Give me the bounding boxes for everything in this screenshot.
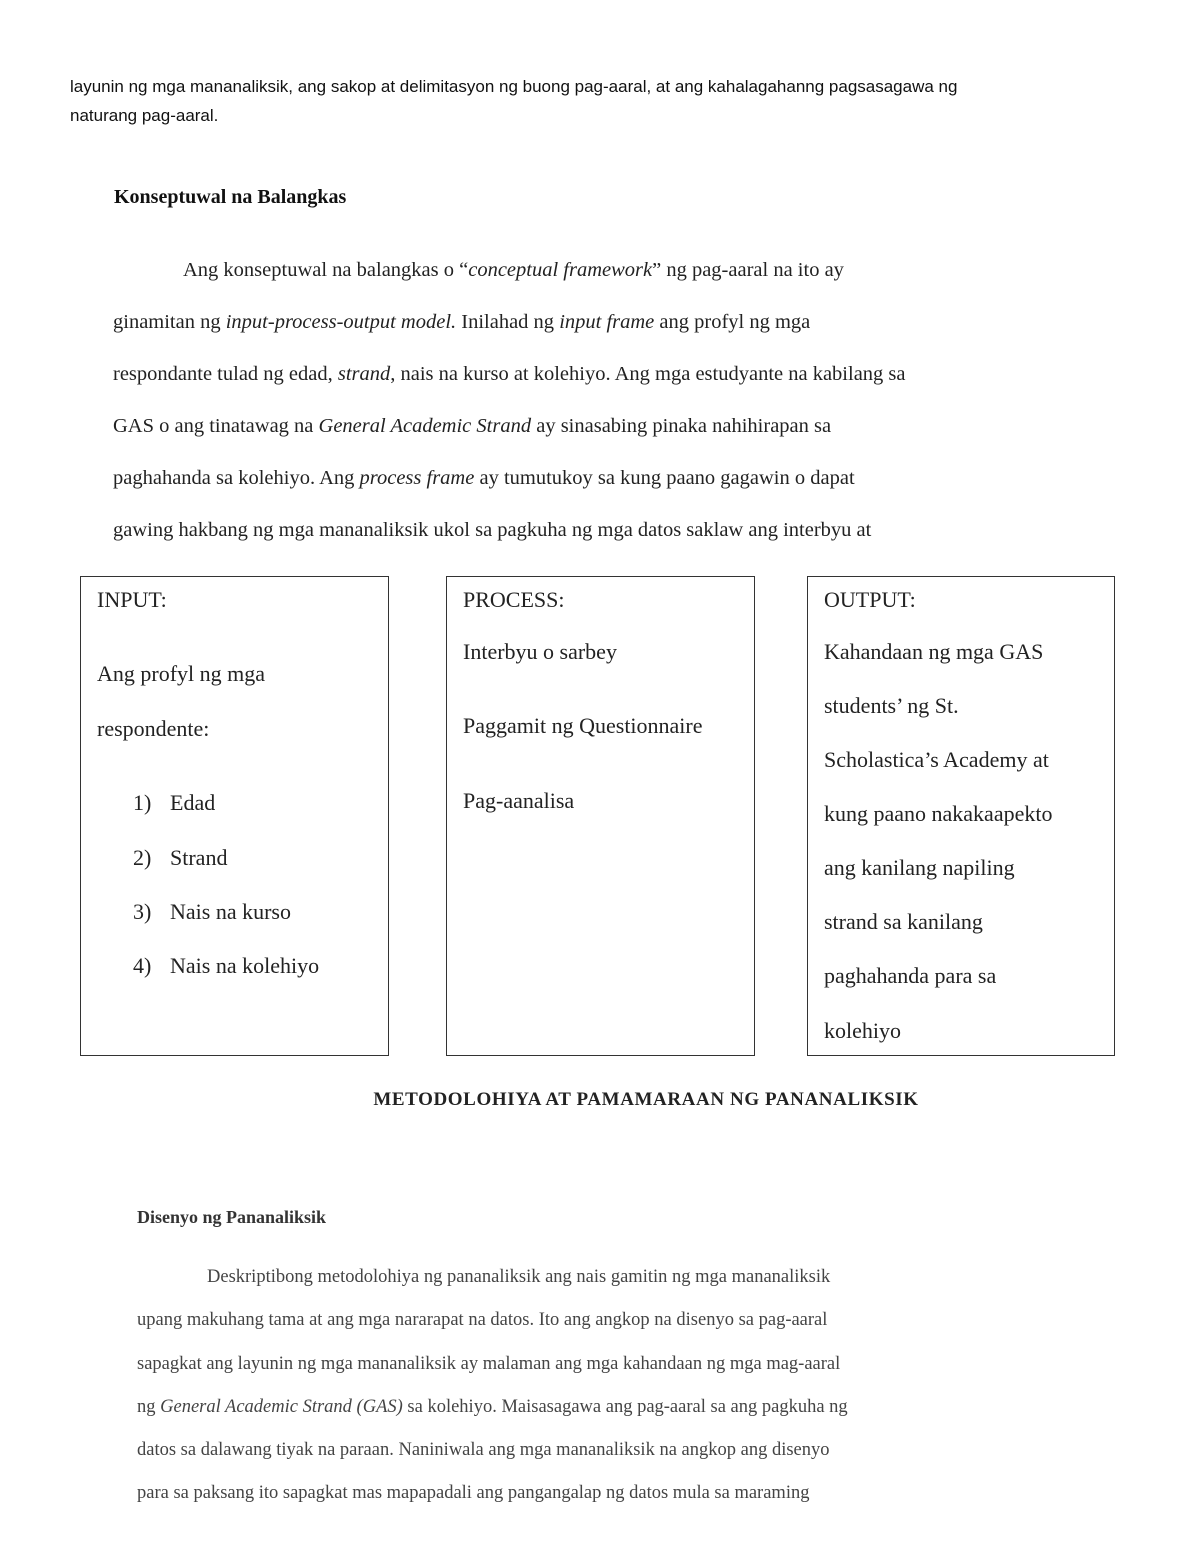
output-text-line: strand sa kanilang xyxy=(824,909,983,934)
paragraph-line: naturang pag-aaral. xyxy=(70,106,219,125)
paragraph-line: gawing hakbang ng mga mananaliksik ukol sa pagkuha ng mga datos saklaw ang interbyu at xyxy=(113,519,872,541)
paragraph-line: para sa paksang ito sapagkat mas mapapadali ang pangangalap ng datos mula sa maraming xyxy=(137,1483,810,1504)
list-number: 3) xyxy=(133,899,152,924)
section-heading-konseptuwal: Konseptuwal na Balangkas xyxy=(114,186,347,208)
output-text-line: paghahanda para sa xyxy=(824,963,997,988)
paragraph-line: Ang konseptuwal na balangkas o “conceptual framework” ng pag-aaral na ito ay xyxy=(183,259,844,281)
conceptual-framework-paragraph xyxy=(113,257,1033,569)
process-box xyxy=(446,576,755,1056)
process-item: Paggamit ng Questionnaire xyxy=(463,713,703,738)
output-text-line: students’ ng St. xyxy=(824,693,959,718)
paragraph-line: respondante tulad ng edad, strand, nais na kurso at kolehiyo. Ang mga estudyante na kabilang sa xyxy=(113,363,906,385)
paragraph-line: ng General Academic Strand (GAS) sa kolehiyo. Maisasagawa ang pag-aaral sa ang pagkuha ng xyxy=(137,1396,848,1417)
list-number: 4) xyxy=(133,953,152,978)
input-box xyxy=(80,576,389,1056)
intro-paragraph xyxy=(70,72,1130,130)
research-design-paragraph xyxy=(137,1265,1057,1525)
paragraph-line: Deskriptibong metodolohiya ng pananaliksik ang nais gamitin ng mga mananaliksik xyxy=(207,1267,831,1287)
output-text-line: Scholastica’s Academy at xyxy=(824,747,1049,772)
list-number: 2) xyxy=(133,845,152,870)
process-item: Pag-aanalisa xyxy=(463,788,575,813)
input-item-kolehiyo: Nais na kolehiyo xyxy=(170,953,320,978)
input-item-edad: Edad xyxy=(170,790,216,815)
methodology-title: METODOLOHIYA AT PAMAMARAAN NG PANANALIKSIK xyxy=(373,1089,919,1110)
output-text-line: kolehiyo xyxy=(824,1018,901,1043)
output-box xyxy=(807,576,1115,1056)
paragraph-line: ginamitan ng input-process-output model. Inilahad ng input frame ang profyl ng mga xyxy=(113,311,811,333)
paragraph-line: paghahanda sa kolehiyo. Ang process frame ay tumutukoy sa kung paano gagawin o dapat xyxy=(113,467,855,489)
section-heading-disenyo: Disenyo ng Pananaliksik xyxy=(137,1207,327,1227)
input-title: INPUT: xyxy=(97,587,167,612)
paragraph-line: layunin ng mga mananaliksik, ang sakop at delimitasyon ng buong pag-aaral, at ang kahalagahanng pagsasagawa ng xyxy=(70,77,958,96)
process-title: PROCESS: xyxy=(463,587,565,612)
output-text-line: Kahandaan ng mga GAS xyxy=(824,639,1044,664)
input-item-kurso: Nais na kurso xyxy=(170,899,291,924)
process-item: Interbyu o sarbey xyxy=(463,639,617,664)
output-text-line: kung paano nakakaapekto xyxy=(824,801,1053,826)
paragraph-line: GAS o ang tinatawag na General Academic Strand ay sinasabing pinaka nahihirapan sa xyxy=(113,415,832,437)
paragraph-line: upang makuhang tama at ang mga nararapat na datos. Ito ang angkop na disenyo sa pag-aaral xyxy=(137,1310,828,1331)
paragraph-line: datos sa dalawang tiyak na paraan. Naniniwala ang mga mananaliksik na angkop ang disenyo xyxy=(137,1440,830,1461)
input-item-strand: Strand xyxy=(170,845,228,870)
output-title: OUTPUT: xyxy=(824,587,916,612)
input-text-line: respondente: xyxy=(97,716,210,741)
input-text-line: Ang profyl ng mga xyxy=(97,661,266,686)
list-number: 1) xyxy=(133,790,152,815)
output-text-line: ang kanilang napiling xyxy=(824,855,1015,880)
paragraph-line: sapagkat ang layunin ng mga mananaliksik ay malaman ang mga kahandaan ng mga mag-aaral xyxy=(137,1353,841,1374)
